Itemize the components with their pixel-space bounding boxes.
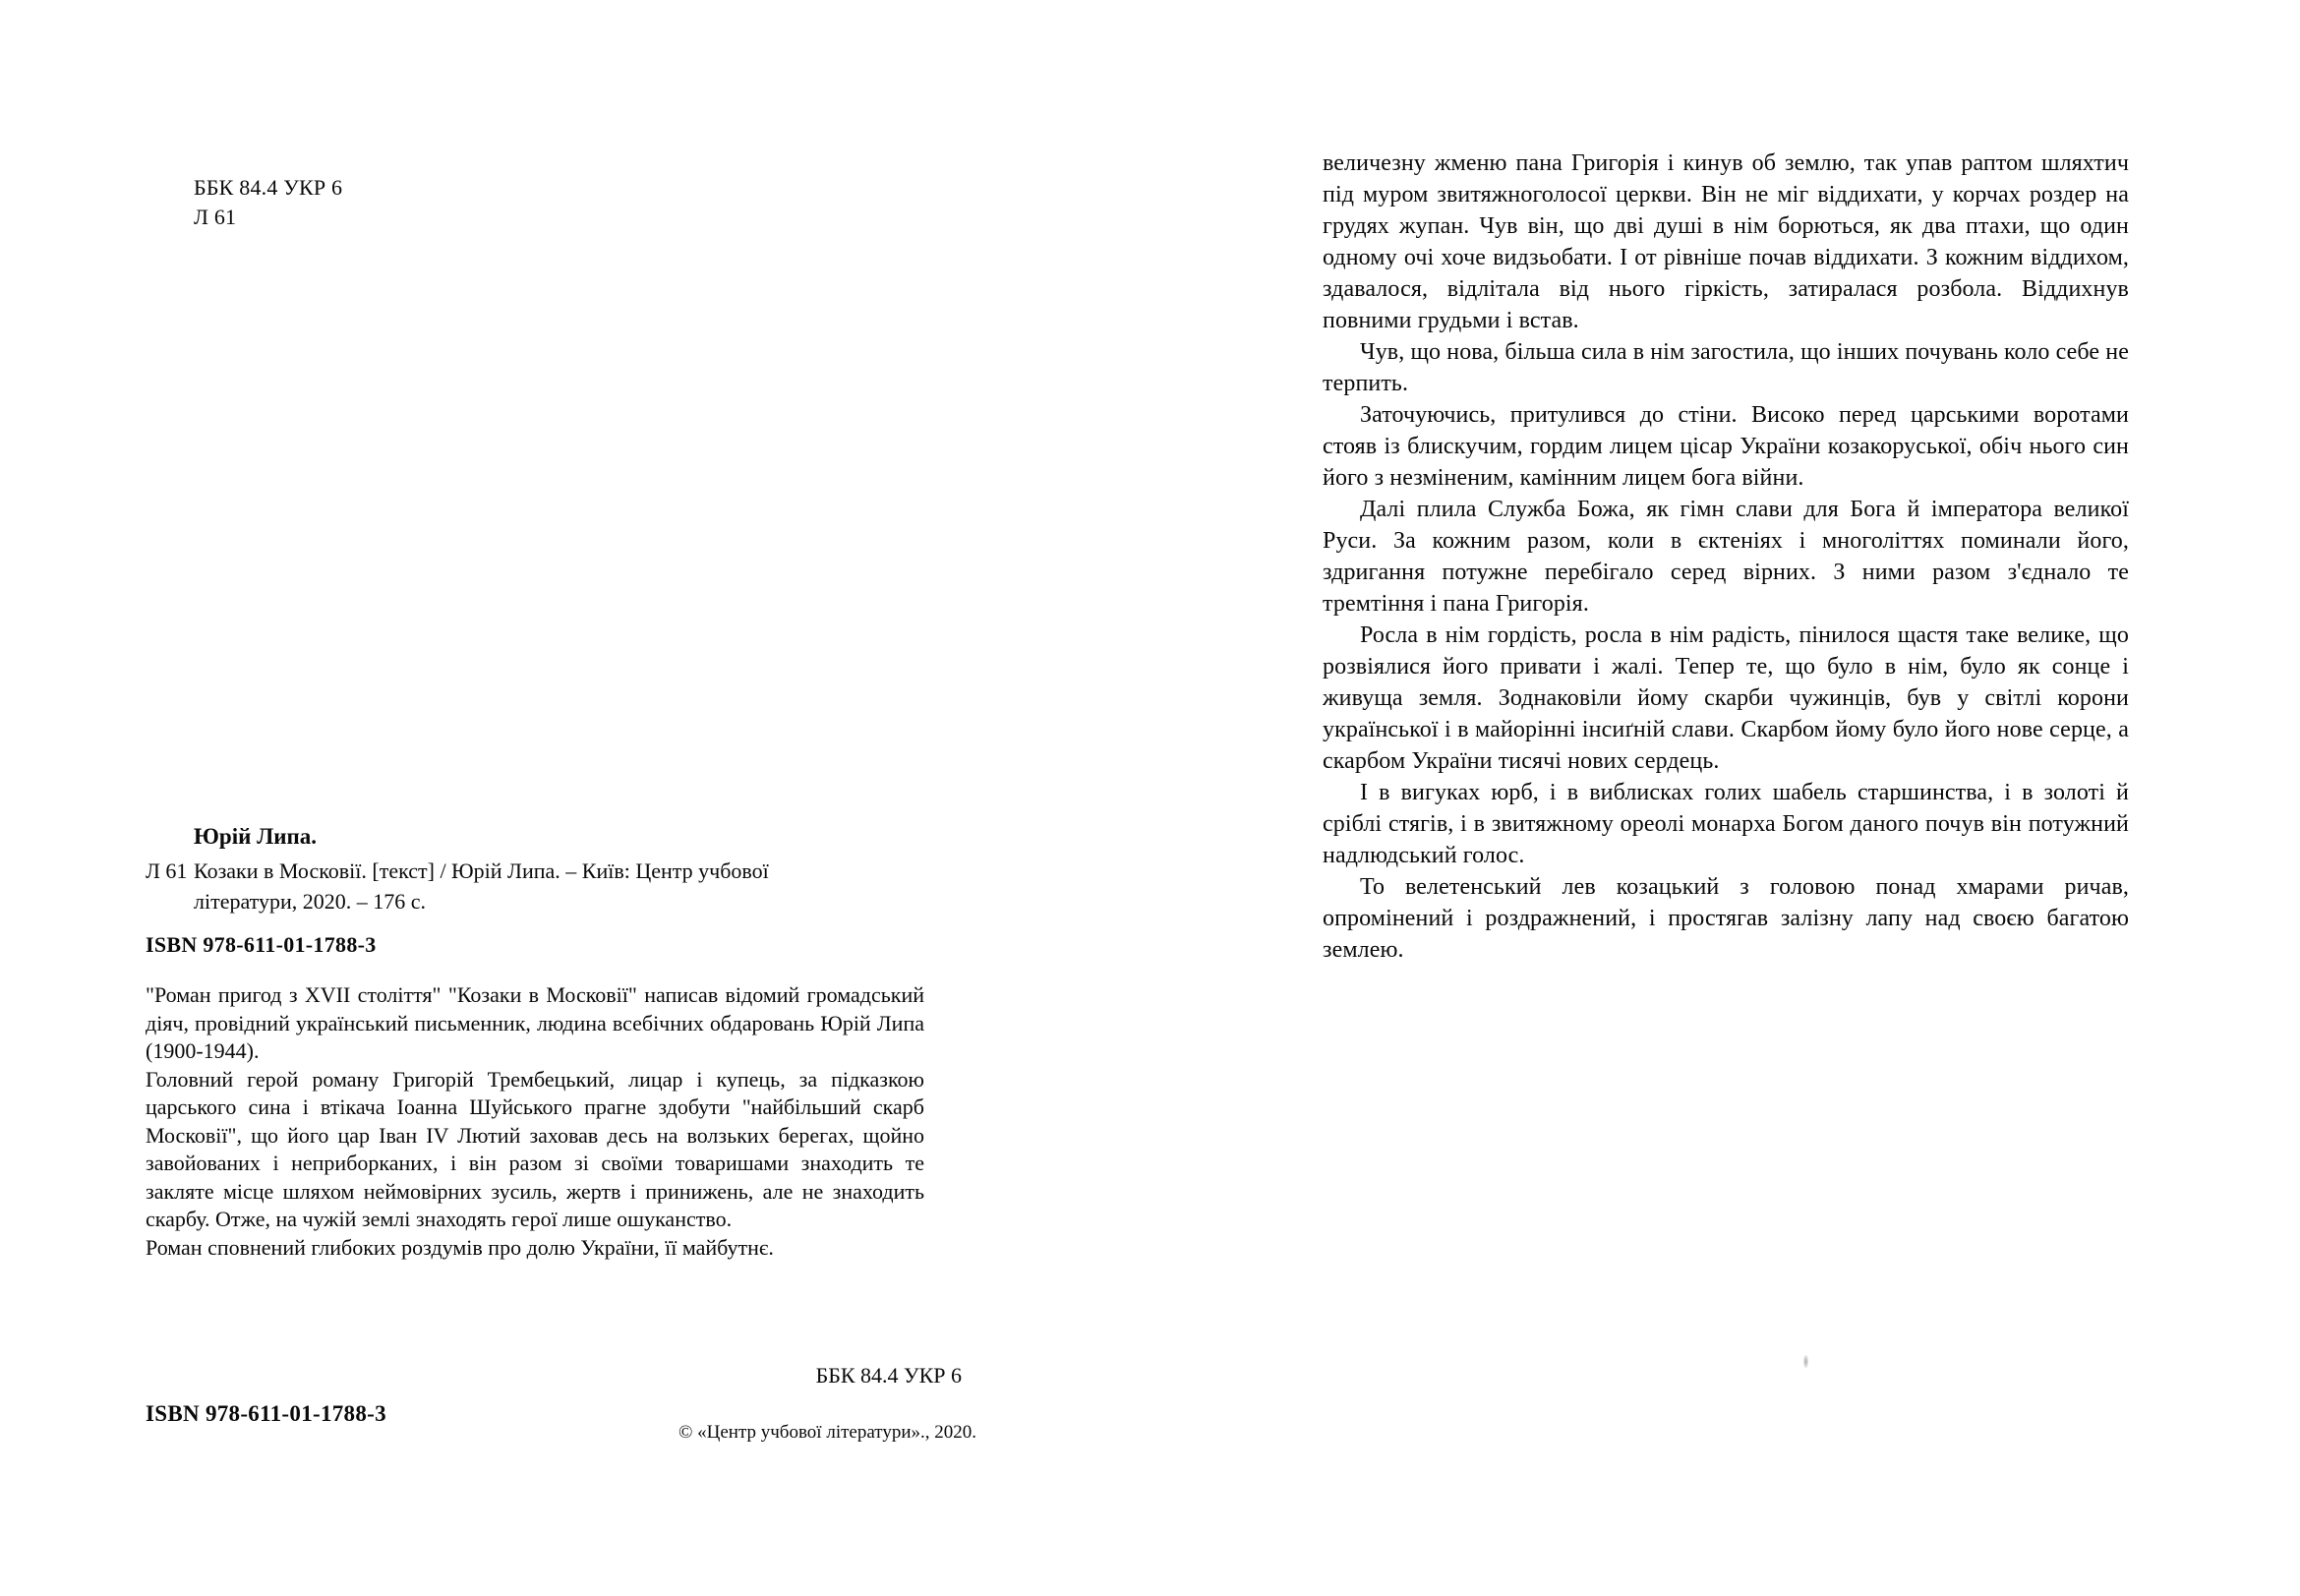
annotation-paragraph: Роман сповнений глибоких роздумів про долю України, її майбутнє.: [146, 1234, 774, 1260]
annotation-paragraph: "Роман пригод з XVII століття" "Козаки в Московії" написав відомий громадський діяч, провідний український письменник, людина всебічних обдаровань Юрій Липа (1900-1944).: [146, 982, 924, 1063]
right-page: [1323, 148, 2129, 966]
bbk-code-bottom: ББК 84.4 УКР 6: [815, 1363, 962, 1388]
left-page: [146, 0, 976, 1596]
bbk-code: ББК 84.4 УКР 6: [194, 175, 343, 200]
bbk-classification-block: [194, 173, 342, 232]
book-annotation: [146, 981, 924, 1262]
author-sign-code: Л 61: [194, 205, 237, 229]
catalog-card-description-line: Козаки в Московії. [текст] / Юрій Липа. – Київ: Центр учбової: [194, 858, 769, 883]
isbn-number-bottom: ISBN 978-611-01-1788-3: [146, 1401, 386, 1426]
copyright-notice: © «Центр учбової літератури»., 2020.: [678, 1422, 976, 1443]
catalog-card-author: Юрій Липа.: [194, 824, 317, 849]
isbn-number: ISBN 978-611-01-1788-3: [146, 932, 377, 957]
body-paragraph: Заточуючись, притулився до стіни. Високо перед царськими воротами стояв із блискучим, гордим лицем цісар України козакоруської, обіч нього син його з незміненим, камінним лицем бога війни.: [1323, 402, 2129, 491]
catalog-card-index: Л 61: [146, 858, 188, 883]
catalog-card-description: [194, 856, 931, 916]
body-paragraph: І в вигуках юрб, і в виблисках голих шабель старшинства, і в золоті й сріблі стягів, і в звитяжному ореолі монарха Богом даного почув він потужний надлюдський голос.: [1323, 780, 2129, 868]
body-paragraph: То велетенський лев козацький з головою понад хмарами ричав, опромінений і роздражнений, і простягав залізну лапу над своєю багатою землею.: [1323, 874, 2129, 963]
body-paragraph: Чув, що нова, більша сила в нім загостила, що інших почувань коло себе не терпить.: [1323, 339, 2129, 396]
body-paragraph: величезну жменю пана Григорія і кинув об землю, так упав раптом шляхтич під муром звитяжноголосої церкви. Він не міг віддихати, у корчах роздер на грудях жупан. Чув він, що дві душі в нім борються, як два птахи, що один одному очі хоче видзьобати. І от рівніше почав віддихати. З кожним віддихом, здавалося, відлітала від нього гіркість, затиралася розбола. Віддихнув повними грудьми і встав.: [1323, 150, 2129, 333]
scan-artifact-mark: [1803, 1355, 1808, 1368]
body-paragraph: Росла в нім гордість, росла в нім радість, пінилося щастя таке велике, що розвіялися його привати і жалі. Тепер те, що було в нім, було як сонце і живуща земля. Зоднаковіли йому скарби чужинців, був у світлі корони української і в майорінні інсиґній слави. Скарбом йому було його нове серце, а скарбом України тисячі нових сердець.: [1323, 622, 2129, 774]
annotation-paragraph: Головний герой роману Григорій Трембецький, лицар і купець, за підказкою царського сина і втікача Іоанна Шуйського прагне здобути "найбільший скарб Московії", що його цар Іван IV Лютий заховав десь на волзьких берегах, щойно завойованих і неприборканих, і він разом зі своїми товаришами знаходить те закляте місце шляхом неймовірних зусиль, жертв і принижень, але не знаходить скарбу. Отже, на чужій землі знаходять герої лише ошуканство.: [146, 1066, 924, 1231]
catalog-card-description-line: літератури, 2020. – 176 с.: [194, 889, 427, 914]
body-paragraph: Далі плила Служба Божа, як гімн слави для Бога й імператора великої Руси. За кожним разом, коли в єктеніях і многоліттях поминали його, здригання потужне перебігало серед вірних. З ними разом з'єднало те тремтіння і пана Григорія.: [1323, 497, 2129, 617]
